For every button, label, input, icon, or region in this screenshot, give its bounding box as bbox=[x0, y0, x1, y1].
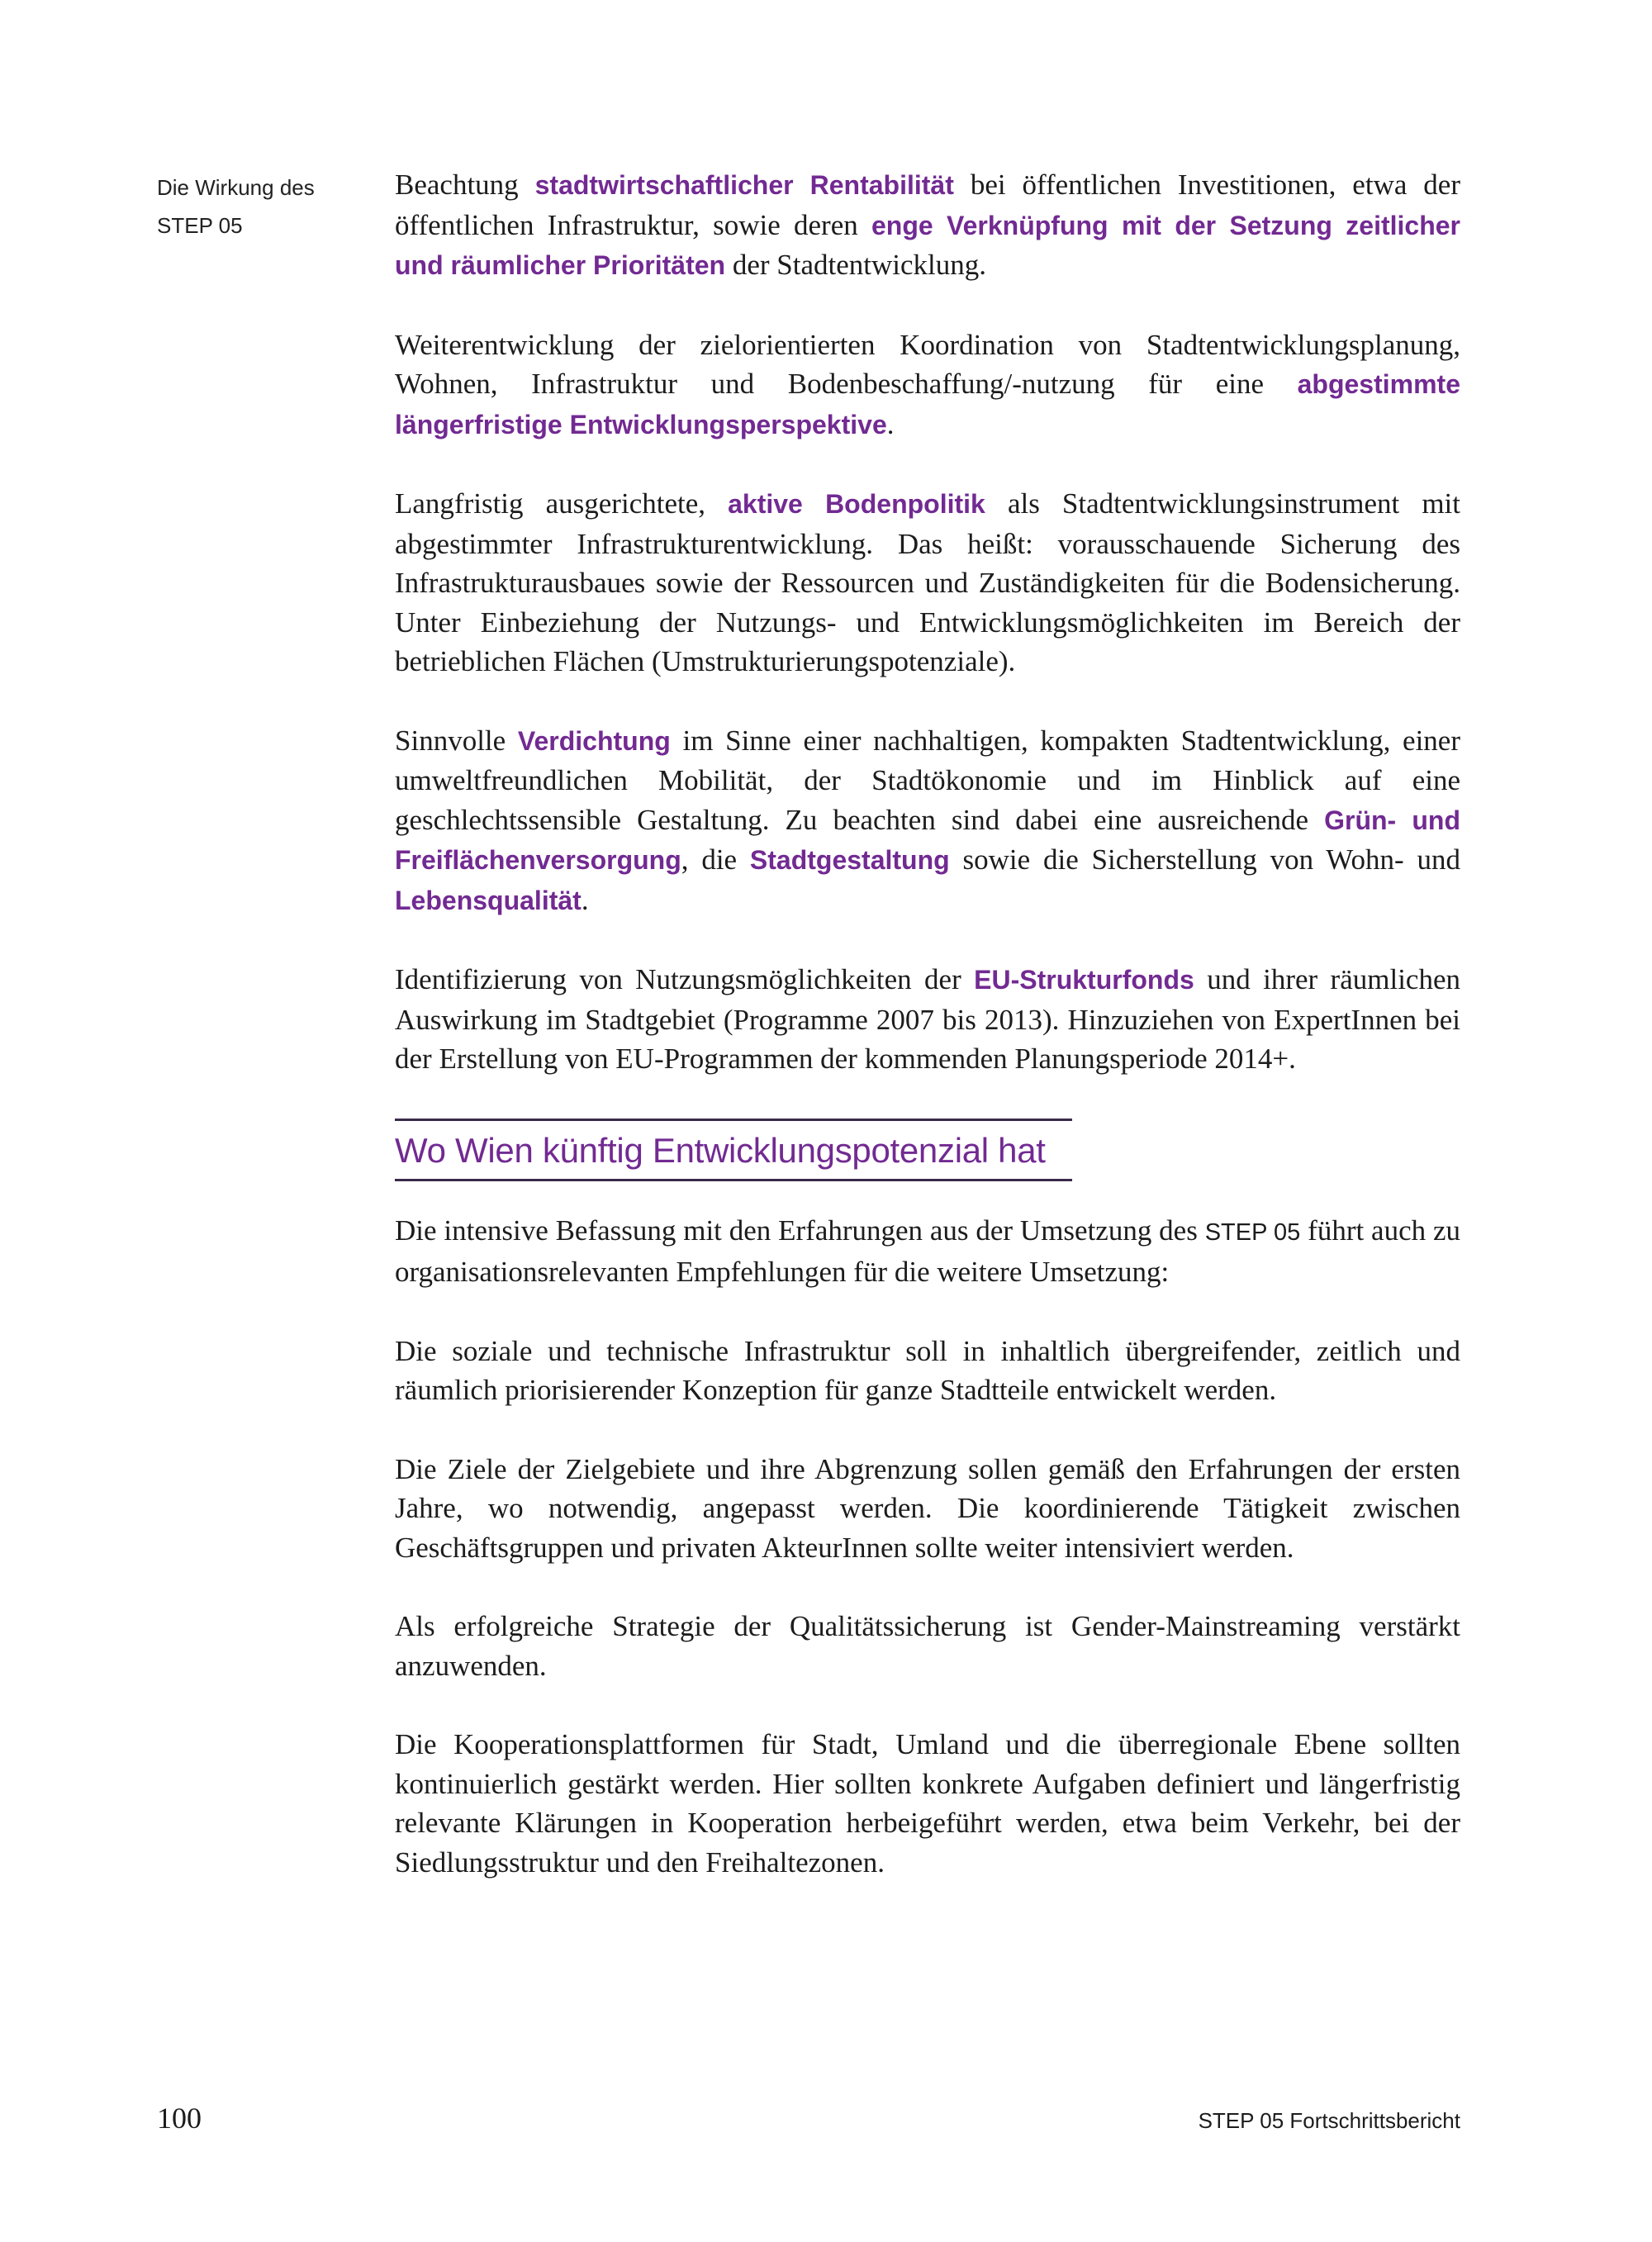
text-run: als Stadtentwicklungsinstrument mit abgestimmter Infrastrukturentwicklung. Das heißt: vorausschauende Sicherung des Infrastrukturausbaues sowie der Ressourcen und Zuständigkeiten für die Bodensicherung. Unter Einbeziehung der Nutzungs- und Entwicklungsmöglichkeiten im Bereich der betrieblichen Flächen (Umstrukturierungspotenziale). bbox=[395, 487, 1460, 677]
paragraph-koordination bbox=[395, 325, 1460, 445]
paragraph-eu-strukturfonds bbox=[395, 960, 1460, 1079]
text-run: . bbox=[886, 407, 895, 440]
paragraph-gender-mainstreaming: Als erfolgreiche Strategie der Qualitätssicherung ist Gender-Mainstreaming verstärkt anzuwenden. bbox=[395, 1610, 1460, 1682]
text-run: . bbox=[581, 883, 589, 916]
margin-note bbox=[157, 169, 363, 245]
paragraph-intro bbox=[395, 1211, 1460, 1292]
text-run: Identifizierung von Nutzungsmöglichkeiten der bbox=[395, 963, 975, 995]
paragraph-infrastruktur: Die soziale und technische Infrastruktur soll in inhaltlich übergreifender, zeitlich und räumlich priorisierender Konzeption für ganze Stadtteile entwickelt werden. bbox=[395, 1334, 1460, 1406]
highlight-term: enge Verknüpfung mit der Setzung zeitlicher und räumlicher Prioritäten bbox=[395, 210, 1460, 280]
highlight-term: EU-Strukturfonds bbox=[974, 965, 1194, 995]
text-run: führt auch zu organisationsrelevanten Empfehlungen für die weitere Umsetzung: bbox=[395, 1214, 1460, 1288]
text-run: der Stadtentwicklung. bbox=[725, 249, 986, 281]
text-run: Beachtung bbox=[395, 169, 535, 201]
footer-title: STEP 05 Fortschrittsbericht bbox=[1198, 2108, 1460, 2133]
text-run: im Sinne einer nachhaltigen, kompakten Stadtentwicklung, einer umweltfreundlichen Mobilität, der Stadtökonomie und im Hinblick auf eine geschlechtssensible Gestaltung. Zu beachten sind dabei eine ausreichende bbox=[395, 724, 1460, 836]
main-content bbox=[395, 165, 1460, 1921]
text-run: Langfristig ausgerichtete, bbox=[395, 487, 729, 520]
text-run: Die intensive Befassung mit den Erfahrungen aus der Umsetzung des bbox=[395, 1214, 1205, 1247]
section-heading: Wo Wien künftig Entwicklungspotenzial hat bbox=[395, 1119, 1072, 1181]
highlight-term: Lebensqualität bbox=[395, 885, 582, 915]
paragraph-rentabilitaet bbox=[395, 165, 1460, 286]
margin-note-line-1: Die Wirkung des bbox=[157, 175, 315, 200]
page-number: 100 bbox=[157, 2102, 202, 2135]
text-run: Sinnvolle bbox=[395, 724, 518, 757]
highlight-term: Stadtgestaltung bbox=[749, 845, 950, 875]
text-run: , die bbox=[681, 843, 750, 876]
step-label: STEP 05 bbox=[1204, 1218, 1301, 1246]
paragraph-kooperationsplattformen: Die Kooperationsplattformen für Stadt, Umland und die überregionale Ebene sollten kontinuierlich gestärkt werden. Hier sollten konkrete Aufgaben definiert und längerfristig relevante Klärungen in Kooperation herbeigeführt werden, etwa beim Verkehr, bei der Siedlungsstruktur und den Freihaltezonen. bbox=[395, 1728, 1460, 1879]
paragraph-bodenpolitik bbox=[395, 484, 1460, 682]
highlight-term: abgestimmte längerfristige Entwicklungsperspektive bbox=[395, 369, 1460, 439]
paragraph-zielgebiete: Die Ziele der Zielgebiete und ihre Abgrenzung sollen gemäß den Erfahrungen der ersten Jahre, wo notwendig, angepasst werden. Die koordinierende Tätigkeit zwischen Geschäftsgruppen und privaten AkteurInnen sollte weiter intensiviert werden. bbox=[395, 1452, 1460, 1564]
text-run: sowie die Sicherstellung von Wohn- und bbox=[949, 843, 1460, 876]
text-run: und ihrer räumlichen Auswirkung im Stadtgebiet (Programme 2007 bis 2013). Hinzuziehen von ExpertInnen bei der Erstellung von EU-Programmen der kommenden Planungsperiode 2014+. bbox=[395, 963, 1460, 1075]
margin-note-line-2: STEP 05 bbox=[157, 213, 243, 238]
highlight-term: Verdichtung bbox=[517, 725, 671, 756]
highlight-term: aktive Bodenpolitik bbox=[728, 489, 985, 519]
highlight-term: Grün- und Freiflächenversorgung bbox=[395, 805, 1461, 875]
highlight-term: stadtwirtschaftlicher Rentabilität bbox=[534, 170, 954, 200]
paragraph-verdichtung bbox=[395, 721, 1460, 921]
text-run: Weiterentwicklung der zielorientierten Koordination von Stadtentwicklungsplanung, Wohnen, Infrastruktur und Bodenbeschaffung/-nutzung für eine bbox=[395, 328, 1460, 400]
text-run: bei öffentlichen Investitionen, etwa der öffentlichen Infrastruktur, sowie deren bbox=[395, 169, 1460, 241]
